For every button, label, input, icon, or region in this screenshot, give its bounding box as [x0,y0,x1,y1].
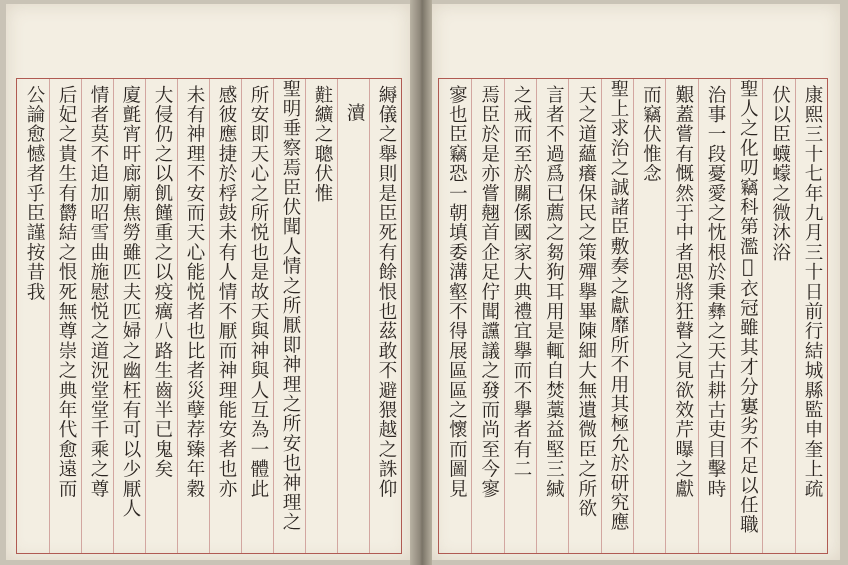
right-text-column: 寥也臣竊恐一朝填委溝壑不得展區區之懷而圖見 [446,85,468,499]
right-text-column: 聖上求治之誠諸臣敷奏之獻靡所不用其極允於研究應 [601,79,633,553]
left-page-frame [16,78,402,554]
left-text-column: 縟儀之舉則是臣死有餘恨也茲敢不避猥越之誅仰 [369,79,401,553]
right-text-column: 伏以臣蠛蠓之微沐浴 [762,79,794,553]
left-text-column: 黈纊之聰伏惟 [305,79,337,553]
right-text-column: 治事一段憂愛之忱根於秉彝之天古耕古吏目擊時 [698,79,730,553]
book-gutter [410,0,432,565]
left-text-column: 感彼應捷於桴鼓未有人情不厭而神理能安者也亦 [209,79,241,553]
right-text-column: 言者不過爲已薦之芻狗耳用是輒自焚藁益堅三緘 [536,79,568,553]
left-text-column: 后妃之貴生有欝結之恨死無尊崇之典年代愈遠而 [49,79,81,553]
left-text-column: 廈氈宵旰廊廟焦勞雖匹夫匹婦之幽枉有可以少厭人 [113,79,145,553]
right-text-column: 之戒而至於關係國家大典禮宜擧而不擧者有二 [504,79,536,553]
left-text-column: 公論愈憾者乎臣謹按昔我 [24,85,45,302]
left-text-columns [17,79,401,553]
right-text-column: 而竊伏惟念 [633,79,665,553]
right-page-frame [438,78,828,554]
right-text-columns [439,79,827,553]
right-text-column: 焉臣於是亦嘗翹首企足佇聞讜議之發而尚至今寥 [471,79,503,553]
left-text-column: 情者莫不追加昭雪曲施慰悦之道況堂堂千乘之尊 [81,79,113,553]
left-text-column: 所安即天心之所悦也是故天與神與人互為一體此 [241,79,273,553]
right-text-column: 聖人之化叨竊科第濫𥚁衣冠雖其才分寠劣不足以任職 [730,79,762,553]
right-page [432,4,840,560]
left-page [6,4,410,560]
left-text-column: 未有神理不安而天心能悦者也比者災孽荐臻年穀 [177,79,209,553]
left-text-column: 瀆 [337,79,369,553]
right-text-column: 艱蓋嘗有慨然于中者思將狂瞽之見欲效芹曝之獻 [665,79,697,553]
left-text-column: 大侵仍之以飢饉重之以疫癘八路生齒半已鬼矣 [145,79,177,553]
right-text-column: 康熙三十七年九月三十日前行結城縣監申奎上疏 [795,79,827,553]
left-text-column: 聖明垂察焉臣伏聞人情之所厭即神理之所安也神理之 [273,79,305,553]
right-text-column: 天之道蘊癢保民之策殫擧畢陳細大無遺微臣之所欲 [568,79,600,553]
